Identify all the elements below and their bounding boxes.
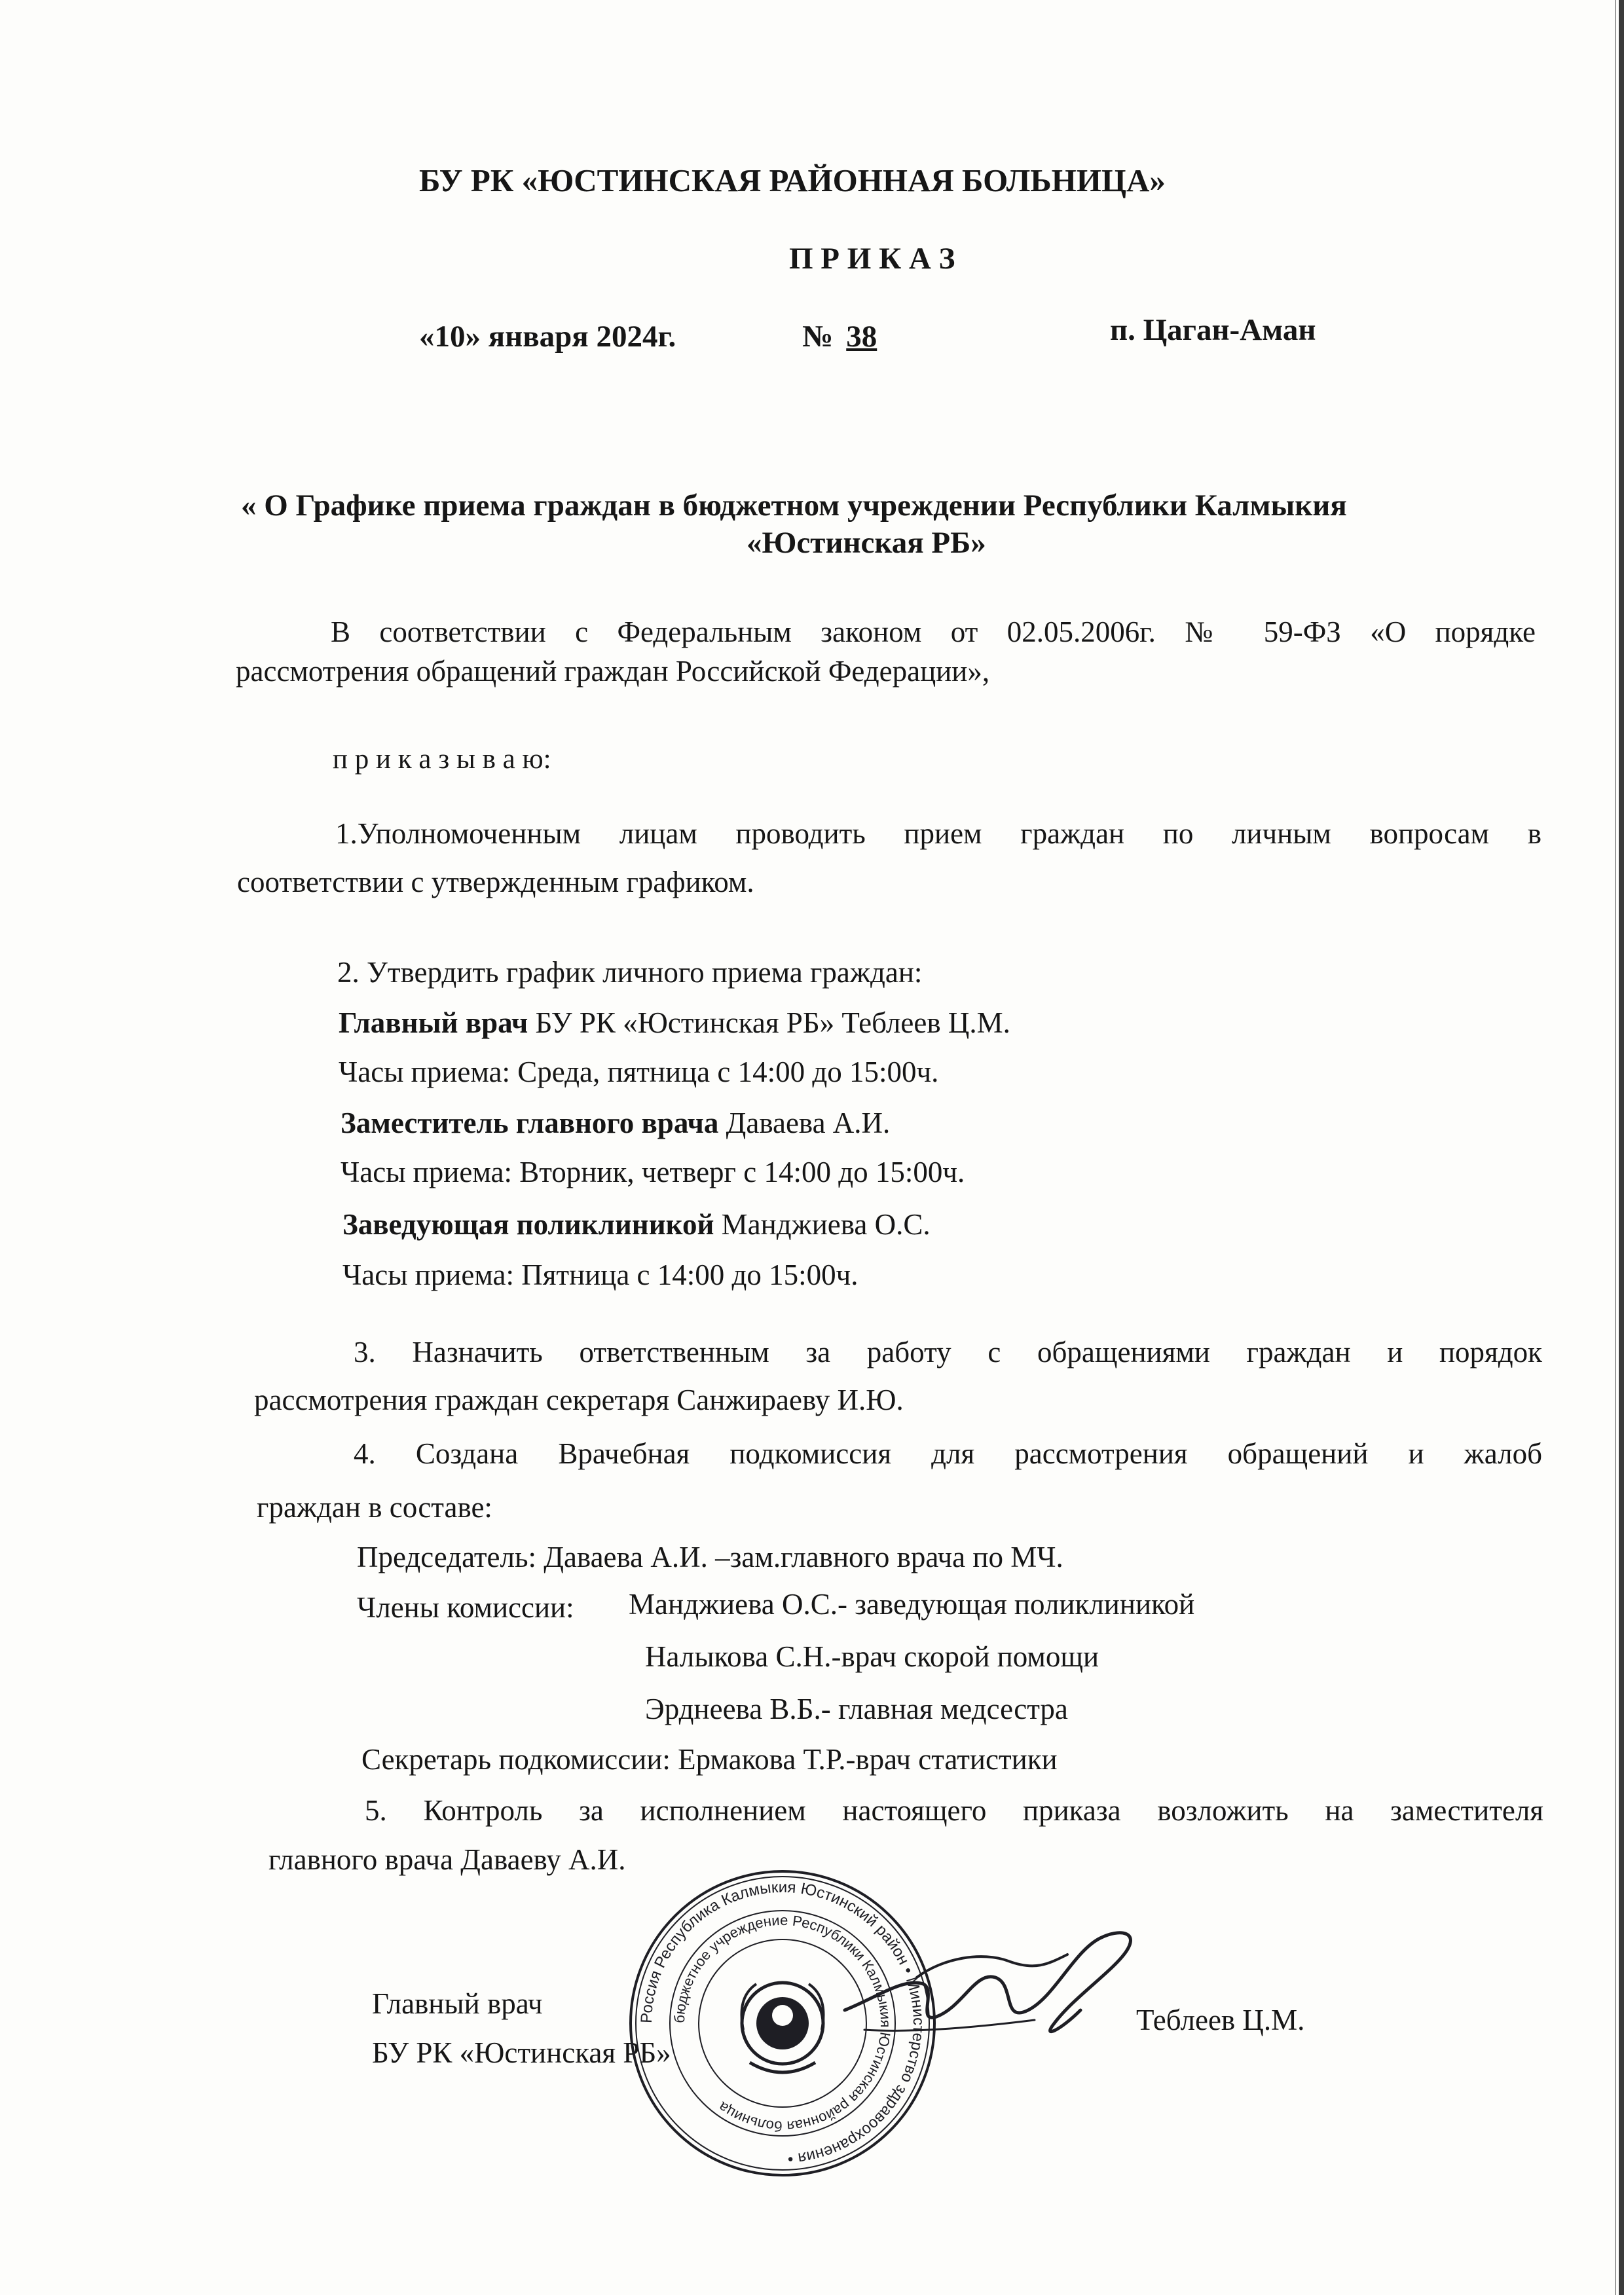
item-4-line-2: граждан в составе:	[257, 1491, 492, 1524]
order-place: п. Цаган-Аман	[1110, 313, 1316, 347]
item-5-line-1: 5. Контроль за исполнением настоящего приказа возложить на заместителя	[365, 1794, 1543, 1827]
schedule-hours-1: Часы приема: Среда, пятница с 14:00 до 15:00ч.	[339, 1056, 939, 1088]
order-number-label: №	[802, 320, 834, 354]
item-4-line-1: 4. Создана Врачебная подкомиссия для рассмотрения обращений и жалоб	[354, 1437, 1542, 1470]
handwritten-signature	[838, 1899, 1179, 2069]
organization-title: БУ РК «ЮСТИНСКАЯ РАЙОННАЯ БОЛЬНИЦА»	[419, 162, 1166, 198]
commission-member-1: Манджиева О.С.- заведующая поликлиникой	[629, 1588, 1195, 1621]
commission-secretary: Секретарь подкомиссии: Ермакова Т.Р.-врач статистики	[361, 1743, 1058, 1776]
schedule-person: БУ РК «Юстинская РБ» Теблеев Ц.М.	[528, 1006, 1010, 1039]
subject-line-2: «Юстинская РБ»	[747, 526, 986, 560]
item-2-title: 2. Утвердить график личного приема граждан:	[337, 956, 923, 989]
preamble-line-1: В соответствии с Федеральным законом от 02.05.2006г. № 59-ФЗ «О порядке	[331, 615, 1536, 648]
seal-inner-text: бюджетное учреждение Республики Калмыкия Юстинская районная больница	[671, 1911, 895, 2135]
schedule-hours-2: Часы приема: Вторник, четверг с 14:00 до 15:00ч.	[341, 1156, 965, 1188]
signature-title-2: БУ РК «Юстинская РБ»	[372, 2036, 671, 2069]
commission-member-3: Эрднеева В.Б.- главная медсестра	[645, 1693, 1068, 1725]
schedule-hours-3: Часы приема: Пятница с 14:00 до 15:00ч.	[342, 1258, 858, 1291]
order-number-value: 38	[846, 320, 877, 354]
commission-chair: Председатель: Даваева А.И. –зам.главного врача по МЧ.	[357, 1541, 1063, 1573]
seal-emblem-icon	[742, 1983, 824, 2072]
commission-members-label: Члены комиссии:	[357, 1591, 574, 1624]
schedule-role: Заместитель главного врача	[341, 1107, 719, 1139]
commission-member-2: Налыкова С.Н.-врач скорой помощи	[645, 1640, 1099, 1673]
item-5-line-2: главного врача Даваеву А.И.	[268, 1843, 626, 1876]
schedule-entry-2	[341, 1107, 890, 1141]
subject-line-1: « О Графике приема граждан в бюджетном учреждении Республики Калмыкия	[241, 488, 1347, 523]
signature-title-1: Главный врач	[372, 1987, 543, 2020]
item-1-line-2: соответствии с утвержденным графиком.	[237, 866, 754, 898]
item-1-line-1: 1.Уполномоченным лицам проводить прием граждан по личным вопросам в	[335, 817, 1541, 850]
order-date: «10» января 2024г.	[419, 320, 676, 354]
schedule-person: Манджиева О.С.	[714, 1208, 931, 1241]
preamble-line-2: рассмотрения обращений граждан Российской Федерации»,	[236, 655, 990, 688]
scan-edge-line	[1615, 0, 1616, 2295]
seal-outer-text: Россия Республика Калмыкия Юстинский район • Министерство здравоохранения •	[637, 1878, 928, 2168]
document-type: П Р И К А З	[789, 242, 955, 276]
schedule-role: Заведующая поликлиникой	[342, 1208, 714, 1241]
item-3-line-2: рассмотрения граждан секретаря Санжираеву И.Ю.	[254, 1384, 904, 1416]
scan-edge-shadow	[1619, 0, 1624, 2295]
schedule-entry-3	[342, 1208, 931, 1242]
item-3-line-1: 3. Назначить ответственным за работу с обращениями граждан и порядок	[354, 1336, 1542, 1368]
schedule-entry-1	[339, 1006, 1010, 1040]
schedule-person: Даваева А.И.	[718, 1107, 891, 1139]
schedule-role: Главный врач	[339, 1006, 528, 1039]
order-number	[802, 319, 1003, 354]
signature-name: Теблеев Ц.М.	[1136, 2004, 1305, 2036]
order-word: п р и к а з ы в а ю:	[333, 744, 551, 775]
